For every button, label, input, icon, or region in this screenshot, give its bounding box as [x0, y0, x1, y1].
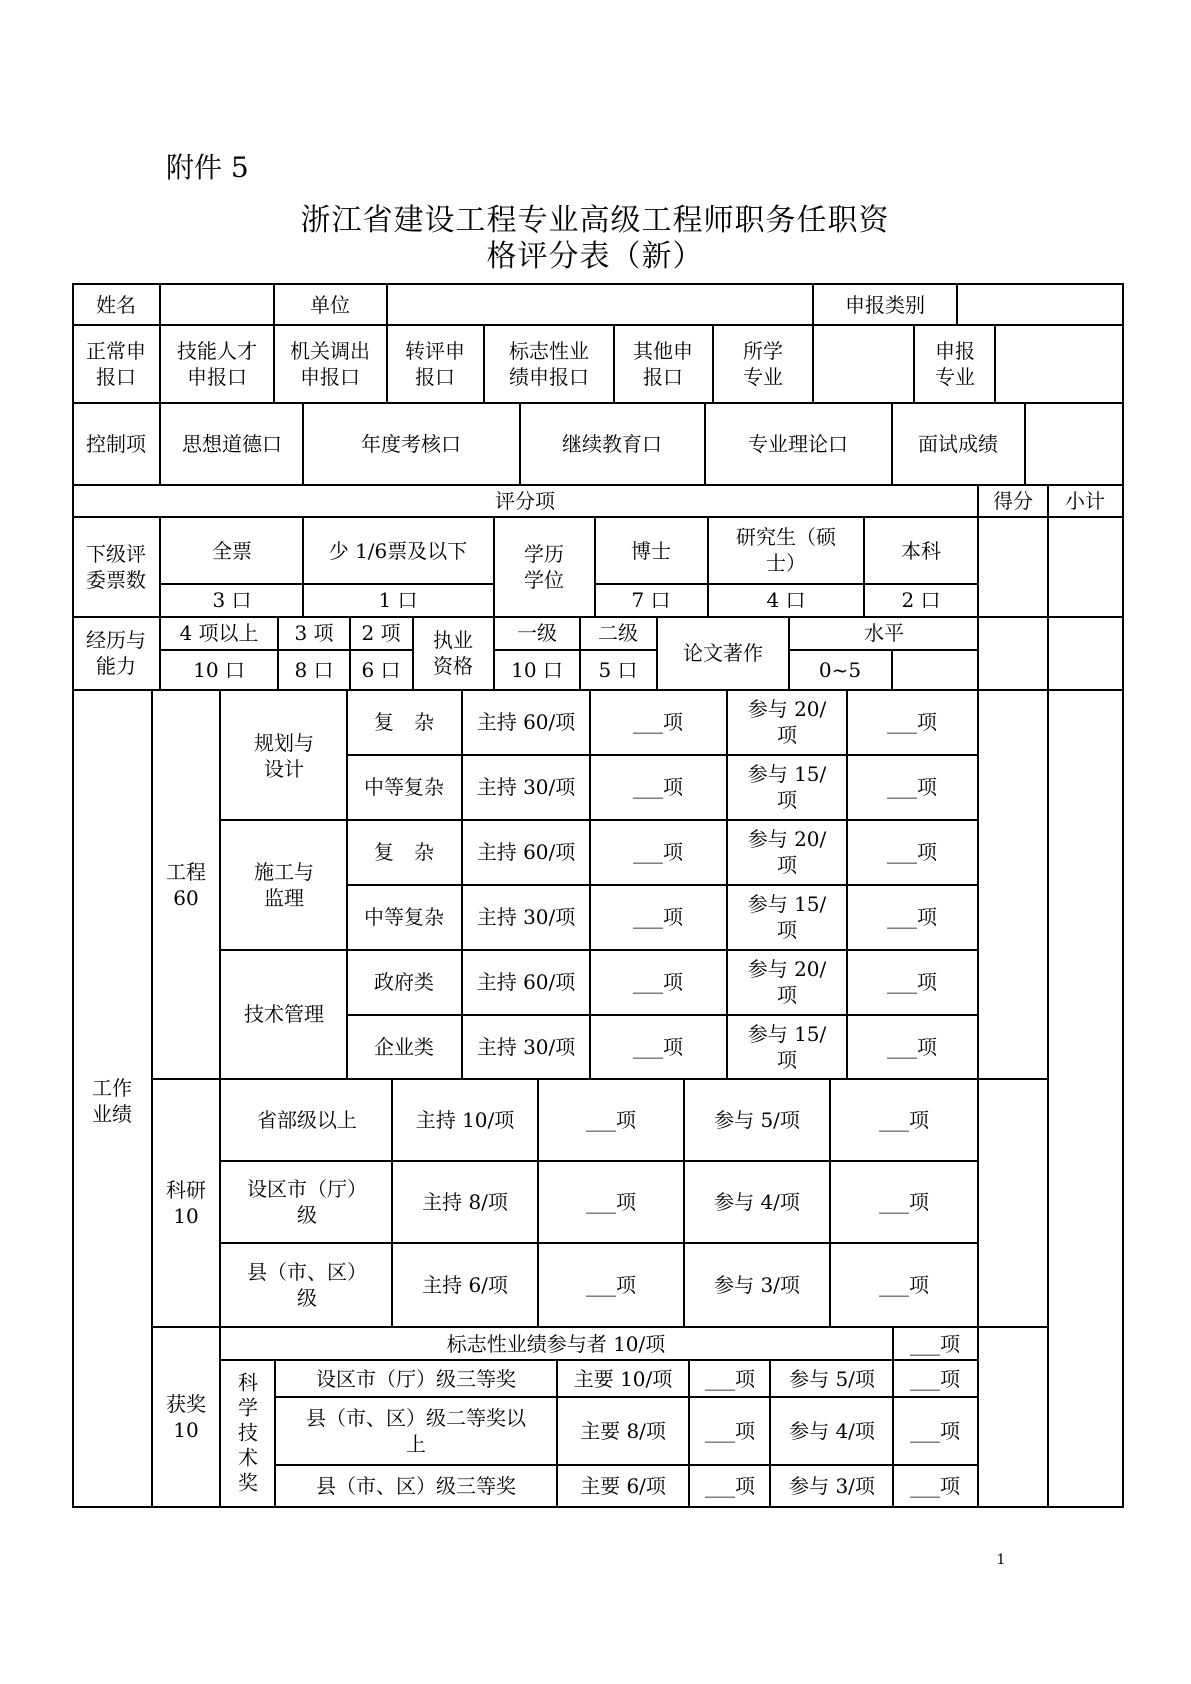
eng-row5-host-count[interactable]: ___项 — [633, 970, 683, 994]
research-row2-host: 主持 8/项 — [422, 1190, 508, 1214]
research-row3-part-count[interactable]: ___项 — [879, 1273, 929, 1297]
eng-row5-level: 政府类 — [374, 970, 434, 994]
papers-label: 论文著作 — [683, 641, 763, 665]
eng-row2-host-count[interactable]: ___项 — [633, 775, 683, 799]
score-header: 得分 — [993, 489, 1033, 513]
qual-level1-label: 一级 — [517, 621, 557, 645]
major-applied-label: 申报 专业 — [935, 339, 975, 389]
award-row1-part-count[interactable]: ___项 — [910, 1367, 960, 1391]
votes-few-label: 少 1/6票及以下 — [328, 539, 468, 563]
eng-row4-host: 主持 30/项 — [476, 905, 576, 929]
edu-phd-label: 博士 — [631, 539, 671, 563]
research-row3-level: 县（市、区） 级 — [247, 1260, 367, 1310]
research-row1-level: 省部级以上 — [257, 1108, 357, 1132]
page-number: 1 — [996, 1552, 1006, 1568]
eng-row6-host: 主持 30/项 — [476, 1035, 576, 1059]
eng-row3-part: 参与 20/ 项 — [747, 827, 827, 877]
award-row1-part: 参与 5/项 — [789, 1367, 875, 1391]
construction-supervision-label: 施工与 监理 — [254, 860, 314, 910]
research-label: 科研 10 — [166, 1178, 206, 1228]
award-row1-main-count[interactable]: ___项 — [705, 1367, 755, 1391]
eng-row6-part-count[interactable]: ___项 — [887, 1035, 937, 1059]
eng-row1-part: 参与 20/ 项 — [747, 697, 827, 747]
eng-row5-part-count[interactable]: ___项 — [887, 970, 937, 994]
eng-row2-level: 中等复杂 — [364, 775, 444, 799]
research-row2-part-count[interactable]: ___项 — [879, 1190, 929, 1214]
research-row1-part-count[interactable]: ___项 — [879, 1108, 929, 1132]
edu-phd-checkbox[interactable]: 7 口 — [631, 588, 671, 612]
control-continuing-checkbox[interactable]: 继续教育口 — [562, 432, 662, 456]
interview-score-label: 面试成绩 — [918, 432, 998, 456]
award-row2-main-count[interactable]: ___项 — [705, 1419, 755, 1443]
name-field[interactable] — [162, 287, 272, 323]
qual-level1-checkbox[interactable]: 10 口 — [511, 658, 563, 682]
award-row2-part: 参与 4/项 — [789, 1419, 875, 1443]
research-row1-host: 主持 10/项 — [415, 1108, 515, 1132]
edu-bachelor-label: 本科 — [901, 539, 941, 563]
awards-label: 获奖 10 — [166, 1392, 206, 1442]
cat-normal-checkbox[interactable]: 正常申 报口 — [86, 339, 146, 389]
control-annual-checkbox[interactable]: 年度考核口 — [361, 432, 461, 456]
control-ethics-checkbox[interactable]: 思想道德口 — [182, 432, 282, 456]
eng-row3-host: 主持 60/项 — [476, 840, 576, 864]
qualification-label: 执业 资格 — [433, 628, 473, 678]
award-row3-main: 主要 6/项 — [580, 1474, 666, 1498]
research-row1-host-count[interactable]: ___项 — [586, 1108, 636, 1132]
edu-bachelor-checkbox[interactable]: 2 口 — [901, 588, 941, 612]
award-row2-main: 主要 8/项 — [580, 1419, 666, 1443]
eng-row1-part-count[interactable]: ___项 — [887, 710, 937, 734]
subtotal-header: 小计 — [1065, 489, 1105, 513]
education-label: 学历 学位 — [524, 542, 564, 592]
exp-4plus-label: 4 项以上 — [179, 621, 259, 645]
qual-level2-label: 二级 — [598, 621, 638, 645]
work-performance-label: 工作 业绩 — [92, 1076, 132, 1126]
eng-row4-level: 中等复杂 — [364, 905, 444, 929]
edu-master-label: 研究生（硕 士） — [736, 525, 836, 575]
name-label: 姓名 — [96, 293, 136, 317]
apply-category-field[interactable] — [959, 287, 1121, 323]
apply-category-label: 申报类别 — [845, 293, 925, 317]
award-row3-part-count[interactable]: ___项 — [910, 1474, 960, 1498]
votes-few-checkbox[interactable]: 1 口 — [378, 588, 418, 612]
unit-label: 单位 — [310, 293, 350, 317]
cat-landmark-checkbox[interactable]: 标志性业 绩申报口 — [509, 339, 589, 389]
experience-label: 经历与 能力 — [86, 628, 146, 678]
exp-2-checkbox[interactable]: 6 口 — [361, 658, 401, 682]
exp-2-label: 2 项 — [361, 621, 401, 645]
eng-row1-host-count[interactable]: ___项 — [633, 710, 683, 734]
major-studied-field[interactable] — [815, 327, 912, 401]
eng-row6-part: 参与 15/ 项 — [747, 1022, 827, 1072]
award-row3-part: 参与 3/项 — [789, 1474, 875, 1498]
eng-row1-host: 主持 60/项 — [476, 710, 576, 734]
award-row3-main-count[interactable]: ___项 — [705, 1474, 755, 1498]
control-theory-checkbox[interactable]: 专业理论口 — [748, 432, 848, 456]
exp-3-label: 3 项 — [294, 621, 334, 645]
tech-management-label: 技术管理 — [244, 1002, 324, 1026]
cat-transfer-checkbox[interactable]: 机关调出 申报口 — [290, 339, 370, 389]
eng-row4-part: 参与 15/ 项 — [747, 892, 827, 942]
landmark-participant-label: 标志性业绩参与者 10/项 — [446, 1332, 666, 1356]
qual-level2-checkbox[interactable]: 5 口 — [598, 658, 638, 682]
papers-score-field[interactable] — [894, 652, 976, 688]
sci-tech-award-label: 科学技术奖 — [238, 1370, 258, 1495]
eng-row3-level: 复 杂 — [374, 840, 434, 864]
major-applied-field[interactable] — [997, 327, 1121, 401]
research-row3-host-count[interactable]: ___项 — [586, 1273, 636, 1297]
research-row1-part: 参与 5/项 — [714, 1108, 800, 1132]
eng-row1-level: 复 杂 — [374, 710, 434, 734]
cat-skilled-checkbox[interactable]: 技能人才 申报口 — [177, 339, 257, 389]
votes-all-label: 全票 — [212, 539, 252, 563]
award-row2-level: 县（市、区）级二等奖以 上 — [306, 1406, 526, 1456]
eng-row2-part-count[interactable]: ___项 — [887, 775, 937, 799]
exp-4plus-checkbox[interactable]: 10 口 — [193, 658, 245, 682]
papers-range: 0~5 — [818, 658, 862, 682]
research-row3-host: 主持 6/项 — [422, 1273, 508, 1297]
papers-level-label: 水平 — [864, 621, 904, 645]
eng-row4-host-count[interactable]: ___项 — [633, 905, 683, 929]
votes-all-checkbox[interactable]: 3 口 — [212, 588, 252, 612]
edu-master-checkbox[interactable]: 4 口 — [766, 588, 806, 612]
award-row3-level: 县（市、区）级三等奖 — [316, 1474, 516, 1498]
research-row2-part: 参与 4/项 — [714, 1190, 800, 1214]
eng-row4-part-count[interactable]: ___项 — [887, 905, 937, 929]
planning-design-label: 规划与 设计 — [254, 731, 314, 781]
scoring-item-header: 评分项 — [495, 489, 555, 513]
cat-reeval-checkbox[interactable]: 转评申 报口 — [405, 339, 465, 389]
eng-row2-part: 参与 15/ 项 — [747, 762, 827, 812]
cat-other-checkbox[interactable]: 其他申 报口 — [633, 339, 693, 389]
form-title: 浙江省建设工程专业高级工程师职务任职资格评分表（新） — [300, 203, 890, 274]
award-row2-part-count[interactable]: ___项 — [910, 1419, 960, 1443]
landmark-count[interactable]: ___项 — [910, 1332, 960, 1356]
control-label: 控制项 — [86, 432, 146, 456]
eng-row6-level: 企业类 — [374, 1035, 434, 1059]
eng-row3-part-count[interactable]: ___项 — [887, 840, 937, 864]
award-row1-level: 设区市（厅）级三等奖 — [316, 1367, 516, 1391]
unit-field[interactable] — [389, 287, 811, 323]
exp-3-checkbox[interactable]: 8 口 — [294, 658, 334, 682]
research-row2-level: 设区市（厅） 级 — [247, 1177, 367, 1227]
attachment-label: 附件 5 — [166, 151, 249, 184]
eng-row6-host-count[interactable]: ___项 — [633, 1035, 683, 1059]
eng-row2-host: 主持 30/项 — [476, 775, 576, 799]
research-row2-host-count[interactable]: ___项 — [586, 1190, 636, 1214]
engineering-label: 工程 60 — [166, 860, 206, 910]
interview-score-field[interactable] — [1027, 405, 1121, 483]
eng-row5-host: 主持 60/项 — [476, 970, 576, 994]
research-row3-part: 参与 3/项 — [714, 1273, 800, 1297]
award-row1-main: 主要 10/项 — [573, 1367, 673, 1391]
major-studied-label: 所学 专业 — [743, 339, 783, 389]
eng-row5-part: 参与 20/ 项 — [747, 957, 827, 1007]
votes-label: 下级评 委票数 — [86, 542, 146, 592]
eng-row3-host-count[interactable]: ___项 — [633, 840, 683, 864]
